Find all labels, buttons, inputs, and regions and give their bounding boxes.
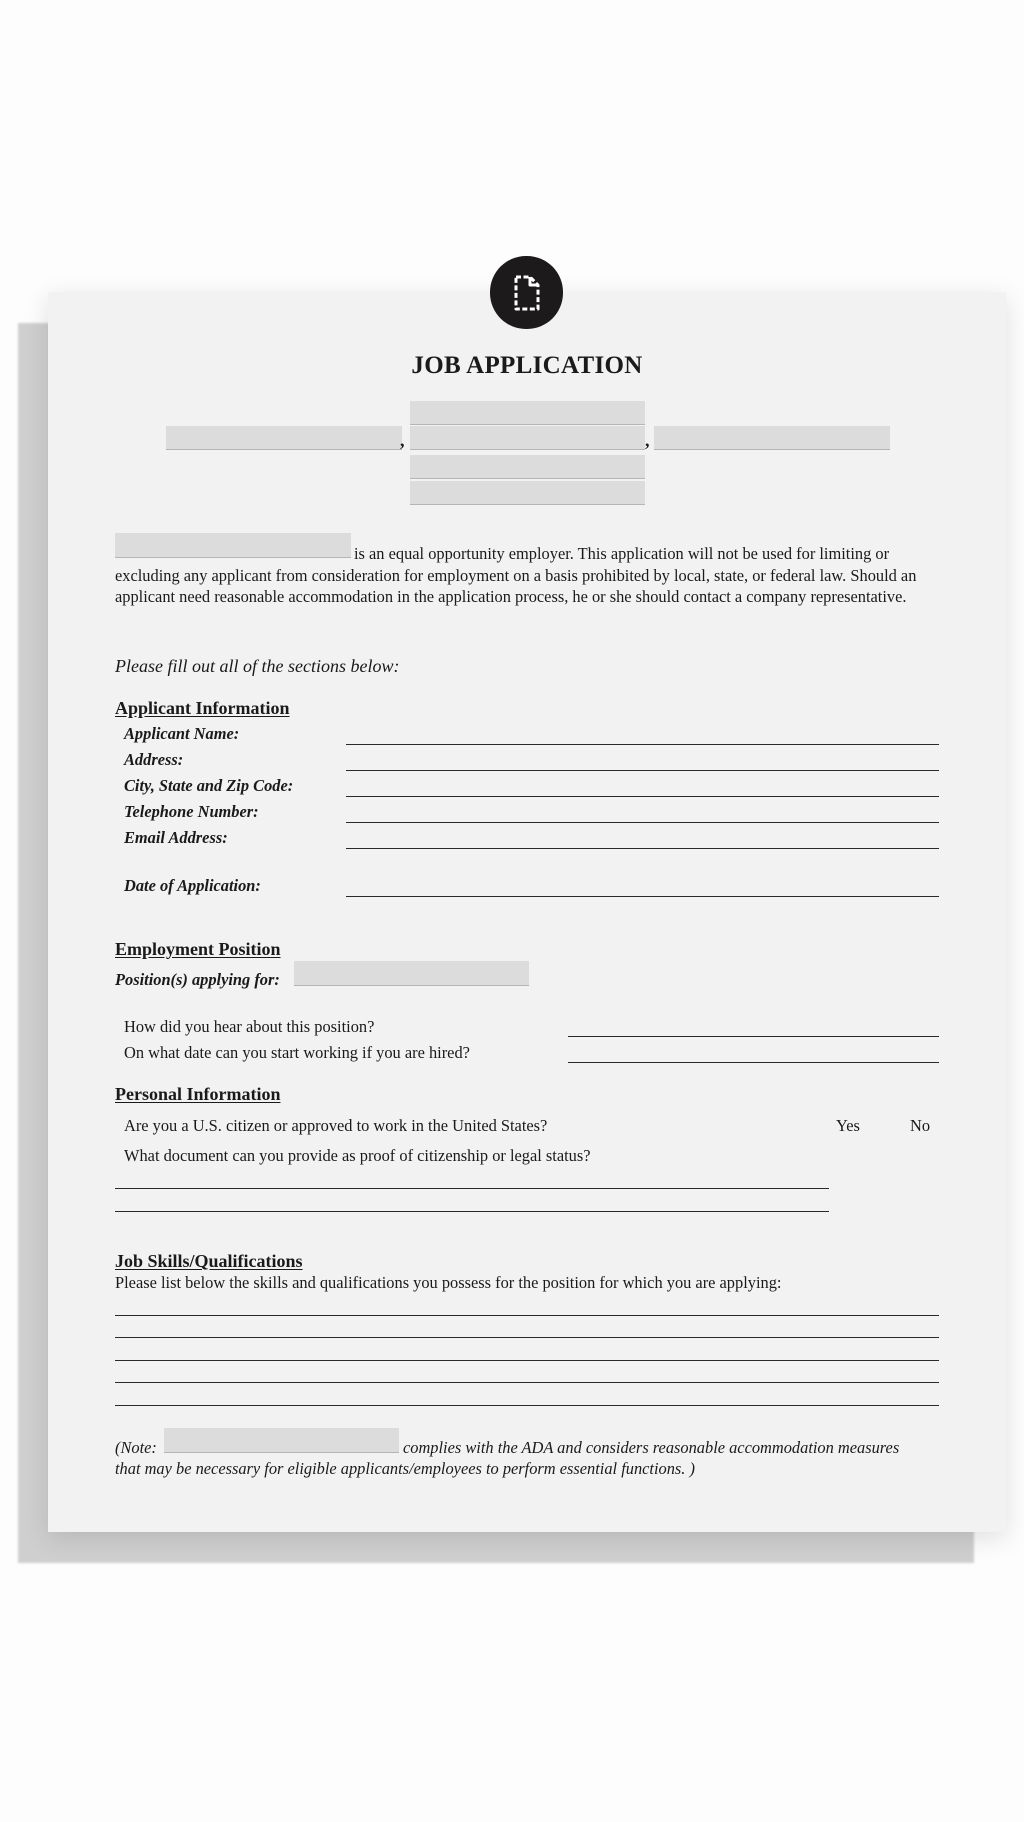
document-icon — [490, 256, 563, 329]
personal-information-heading: Personal Information — [115, 1084, 281, 1104]
applicant-information-heading: Applicant Information — [115, 698, 290, 718]
hear-about-field[interactable] — [568, 1036, 939, 1037]
no-option[interactable]: No — [910, 1116, 931, 1135]
note-text-line2: that may be necessary for eligible applicants/employees to perform essential functions. ) — [115, 1459, 695, 1478]
email-field[interactable] — [346, 848, 939, 849]
header-comma-1: , — [400, 430, 405, 450]
skills-line-4[interactable] — [115, 1382, 939, 1383]
start-date-question: On what date can you start working if you are hired? — [124, 1043, 470, 1062]
employment-position-heading: Employment Position — [115, 939, 281, 959]
redacted-header-top — [410, 401, 645, 425]
citizen-question: Are you a U.S. citizen or approved to work in the United States? — [124, 1116, 548, 1135]
applicant-name-field[interactable] — [346, 744, 939, 745]
eeo-statement-text: is an equal opportunity employer. This application will not be used for limiting or excluding any applicant from consideration for employment on a basis prohibited by local, state, or federal law. Should an applicant need reasonable accommodation in the application process, he or she should contact a company representative. — [115, 544, 917, 606]
skills-line-1[interactable] — [115, 1315, 939, 1316]
date-of-application-field[interactable] — [346, 896, 939, 897]
redacted-header-bottom-2 — [410, 481, 645, 505]
city-state-zip-label: City, State and Zip Code: — [124, 776, 294, 795]
fill-instruction: Please fill out all of the sections below: — [115, 656, 400, 676]
skills-line-5[interactable] — [115, 1405, 939, 1406]
city-state-zip-field[interactable] — [346, 796, 939, 797]
position-label: Position(s) applying for: — [115, 970, 280, 989]
date-of-application-label: Date of Application: — [124, 876, 261, 895]
document-question: What document can you provide as proof of citizenship or legal status? — [124, 1146, 591, 1165]
document-answer-line-1[interactable] — [115, 1188, 829, 1189]
email-label: Email Address: — [124, 828, 228, 847]
applicant-name-label: Applicant Name: — [124, 724, 240, 743]
start-date-field[interactable] — [568, 1062, 939, 1063]
redacted-header-right — [654, 426, 890, 450]
eeo-statement — [115, 543, 945, 608]
job-skills-instruction: Please list below the skills and qualifications you possess for the position for which you are applying: — [115, 1273, 782, 1292]
address-field[interactable] — [346, 770, 939, 771]
address-label: Address: — [124, 750, 184, 769]
skills-line-3[interactable] — [115, 1360, 939, 1361]
redacted-header-left — [166, 426, 402, 450]
page-title: JOB APPLICATION — [411, 352, 643, 379]
hear-about-question: How did you hear about this position? — [124, 1017, 375, 1036]
telephone-field[interactable] — [346, 822, 939, 823]
skills-line-2[interactable] — [115, 1337, 939, 1338]
telephone-label: Telephone Number: — [124, 802, 259, 821]
note-prefix: (Note: — [115, 1438, 157, 1457]
redacted-note-company — [164, 1428, 399, 1453]
note-text-line1: complies with the ADA and considers reasonable accommodation measures — [403, 1438, 900, 1457]
header-comma-2: , — [645, 430, 650, 450]
yes-option[interactable]: Yes — [836, 1116, 860, 1135]
redacted-header-bottom-1 — [410, 455, 645, 479]
document-answer-line-2[interactable] — [115, 1211, 829, 1212]
document-icon-glyph — [510, 274, 544, 312]
redacted-header-center — [410, 426, 645, 450]
redacted-position[interactable] — [294, 961, 529, 986]
job-skills-heading: Job Skills/Qualifications — [115, 1251, 303, 1271]
